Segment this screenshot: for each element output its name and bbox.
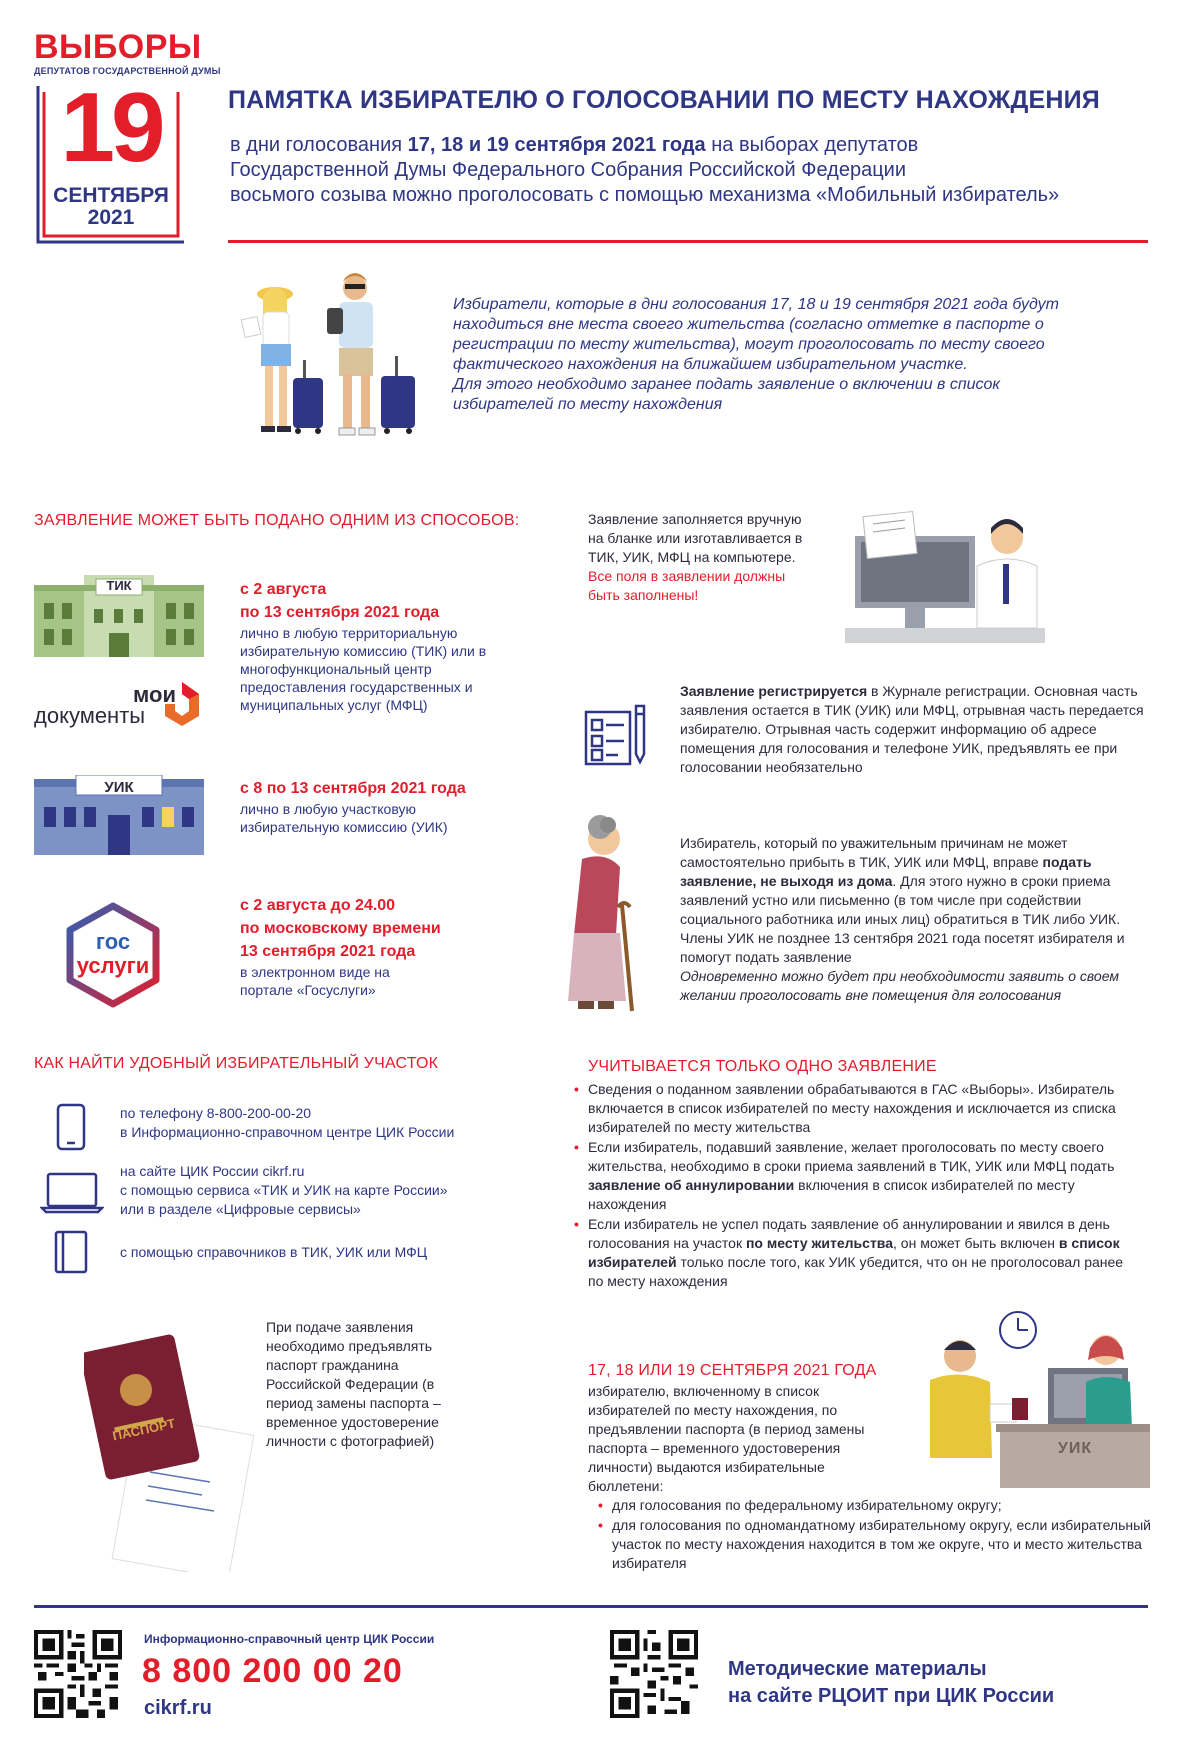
travelers-illustration — [215, 268, 430, 473]
uik-sign: УИК — [104, 779, 134, 796]
method-uik-date: с 8 по 13 сентября 2021 года — [240, 780, 466, 797]
form-note-text: Заявление заполняется вручную на бланке или изготавливается в ТИК, УИК, МФЦ на компьютере. — [588, 511, 803, 565]
logo-day: 19 — [60, 72, 162, 182]
voting-day-item-1: • для голосования по федеральному избирательному округу; — [598, 1496, 1158, 1515]
home-application-note: Одновременно можно будет при необходимости заявить о своем желании проголосовать вне помещения для голосования — [680, 968, 1119, 1003]
qr-code-hotline-icon[interactable] — [34, 1630, 122, 1718]
find-phone-line-1: по телефону 8-800-200-00-20 — [120, 1105, 312, 1121]
method-tik-mfc — [240, 578, 540, 714]
footer-methodical-materials[interactable] — [728, 1656, 1054, 1710]
mfc-logo-mark-icon — [163, 680, 201, 728]
method-gosuslugi — [240, 894, 540, 999]
header-divider — [228, 240, 1148, 243]
passport-label: ПАСПОРТ — [111, 1415, 177, 1444]
gosuslugi-logo-text — [58, 930, 168, 978]
passport-illustration — [84, 1332, 254, 1572]
one-application-list — [574, 1080, 1134, 1292]
method-tik-text: лично в любую территориальную избирательную комиссию (ТИК) или в многофункциональный центр предоставления государственных и муниципальных услуг (МФЦ) — [240, 625, 487, 713]
find-by-phone — [120, 1104, 540, 1142]
elderly-woman-illustration — [546, 815, 654, 1015]
logo-subtitle: ДЕПУТАТОВ ГОСУДАРСТВЕННОЙ ДУМЫ — [34, 66, 221, 76]
one-application-item-3: • Если избиратель не успел подать заявление об аннулировании и явился в день голосования на участок по месту жительства, он может быть включен в список избирателей только после того, как УИК убедится, что он не проголосовал ранее по месту нахождения — [574, 1215, 1134, 1291]
one-application-item-2: • Если избиратель, подавший заявление, желает проголосовать по месту своего жительства, необходимо в сроки приема заявлений в ТИК, УИК или МФЦ подать заявление об аннулировании включения в список избирателей по месту нахождения — [574, 1138, 1134, 1214]
footer-method-line-1: Методические материалы — [728, 1658, 987, 1680]
methods-heading: ЗАЯВЛЕНИЕ МОЖЕТ БЫТЬ ПОДАНО ОДНИМ ИЗ СПОСОБОВ: — [34, 512, 520, 529]
gosuslugi-logo-top: гос — [95, 929, 131, 954]
find-site-line-3: или в разделе «Цифровые сервисы» — [120, 1201, 361, 1217]
method-gos-date-3: 13 сентября 2021 года — [240, 943, 416, 960]
book-icon — [54, 1230, 88, 1274]
method-tik-date-1: с 2 августа — [240, 581, 327, 598]
find-by-site — [120, 1162, 540, 1219]
voting-day-item-2: • для голосования по одномандатному избирательному округу, если избирательный участок по месту нахождения находится в том же округе, что и место жительства избирателя — [598, 1516, 1158, 1573]
lead-text — [453, 295, 1073, 415]
passport-text: При подаче заявления необходимо предъявлять паспорт гражданина Российской Федерации (в период замены паспорта – временное удостоверение личности с фотографией) — [266, 1319, 441, 1449]
method-tik-date-2: по 13 сентября 2021 года — [240, 604, 440, 621]
mfc-logo — [34, 682, 176, 728]
logo-month: СЕНТЯБРЯ — [53, 184, 169, 207]
method-uik-text: лично в любую участковую избирательную комиссию (УИК) — [240, 801, 448, 835]
footer-method-line-2: на сайте РЦОИТ при ЦИК России — [728, 1685, 1055, 1707]
home-application-text: Избиратель, который по уважительным причинам не может самостоятельно прибыть в ТИК, УИК или МФЦ, вправе подать заявление, не выходя из дома. Для этого нужно в сроки приема заявлений устно или письменно (в том числе при содействии социального работника или иных лиц) обратиться в ТИК либо УИК. Члены УИК не позднее 13 сентября 2021 года посетят избирателя и помогут подать заявление Одновременно можно будет при необходимости заявить о своем желании проголосовать вне помещения для голосования — [680, 834, 1160, 1005]
method-gos-date-2: по московскому времени — [240, 920, 441, 937]
page-title: ПАМЯТКА ИЗБИРАТЕЛЮ О ГОЛОСОВАНИИ ПО МЕСТУ НАХОЖДЕНИЯ — [228, 86, 1100, 114]
polling-station-illustration — [900, 1308, 1150, 1488]
lead-paragraph-1: Избиратели, которые в дни голосования 17, 18 и 19 сентября 2021 года будут находиться вне места своего жительства (согласно отметке в паспорте о регистрации по месту жительства), могут проголосовать по месту своего фактического нахождения на ближайшем избирательном участке. — [453, 296, 1059, 373]
footer-divider — [34, 1605, 1148, 1608]
lead-paragraph-2: Для этого необходимо заранее подать заявление о включении в список избирателей по месту нахождения — [453, 376, 1000, 413]
phone-icon — [56, 1103, 86, 1151]
method-gos-text: в электронном виде на портале «Госуслуги» — [240, 964, 390, 998]
logo-year: 2021 — [87, 206, 135, 229]
mfc-logo-top: мои — [133, 682, 176, 707]
voting-day-heading: 17, 18 ИЛИ 19 СЕНТЯБРЯ 2021 ГОДА — [588, 1362, 877, 1379]
one-application-heading: УЧИТЫВАЕТСЯ ТОЛЬКО ОДНО ЗАЯВЛЕНИЕ — [588, 1058, 937, 1075]
logo-title: ВЫБОРЫ — [34, 28, 202, 66]
form-note — [588, 510, 808, 605]
form-registration-icon — [584, 698, 652, 768]
find-by-book: с помощью справочников в ТИК, УИК или МФЦ — [120, 1244, 428, 1260]
qr-code-materials-icon[interactable] — [610, 1630, 698, 1718]
clerk-computer-illustration — [845, 508, 1045, 643]
voting-day-text: избирателю, включенному в список избирателей по месту нахождения, по предъявлении паспорта (в период замены паспорта – временного удостоверения личности) выдаются избирательные бюллетени: — [588, 1383, 865, 1494]
footer-phone[interactable]: 8 800 200 00 20 — [142, 1652, 403, 1690]
footer-caption: Информационно-справочный центр ЦИК России — [144, 1632, 435, 1646]
mfc-logo-bottom: документы — [34, 703, 146, 728]
find-site-line-2: с помощью сервиса «ТИК и УИК на карте России» — [120, 1182, 448, 1198]
find-phone-line-2: в Информационно-справочном центре ЦИК России — [120, 1124, 455, 1140]
laptop-icon — [40, 1172, 104, 1214]
registration-text: Заявление регистрируется в Журнале регистрации. Основная часть заявления остается в ТИК (УИК) или МФЦ, отрывная часть передается избирателю. Отрывная часть содержит информацию об адресе помещения для голосования и телефоне УИК, предъявлять ее при голосовании необязательно — [680, 683, 1144, 775]
form-note-warning: Все поля в заявлении должны быть заполнены! — [588, 568, 786, 603]
desk-sign: УИК — [1057, 1440, 1093, 1457]
voting-day-list — [598, 1496, 1158, 1574]
find-heading: КАК НАЙТИ УДОБНЫЙ ИЗБИРАТЕЛЬНЫЙ УЧАСТОК — [34, 1055, 439, 1072]
one-application-item-1: • Сведения о поданном заявлении обрабатываются в ГАС «Выборы». Избиратель включается в список избирателей по месту нахождения и исключается из списка избирателей по месту жительства — [574, 1080, 1134, 1137]
method-uik — [240, 777, 540, 836]
method-gos-date-1: с 2 августа до 24.00 — [240, 897, 396, 914]
footer-site-link[interactable]: cikrf.ru — [144, 1697, 212, 1719]
gosuslugi-logo-bottom: услуги — [76, 953, 150, 978]
find-site-line-1: на сайте ЦИК России cikrf.ru — [120, 1163, 305, 1179]
tik-sign: ТИК — [106, 578, 132, 593]
intro-text: в дни голосования 17, 18 и 19 сентября 2021 года на выборах депутатов Государственной Думы Федерального Собрания Российской Федерации восьмого созыва можно проголосовать с помощью механизма «Мобильный избиратель» — [230, 134, 1060, 206]
